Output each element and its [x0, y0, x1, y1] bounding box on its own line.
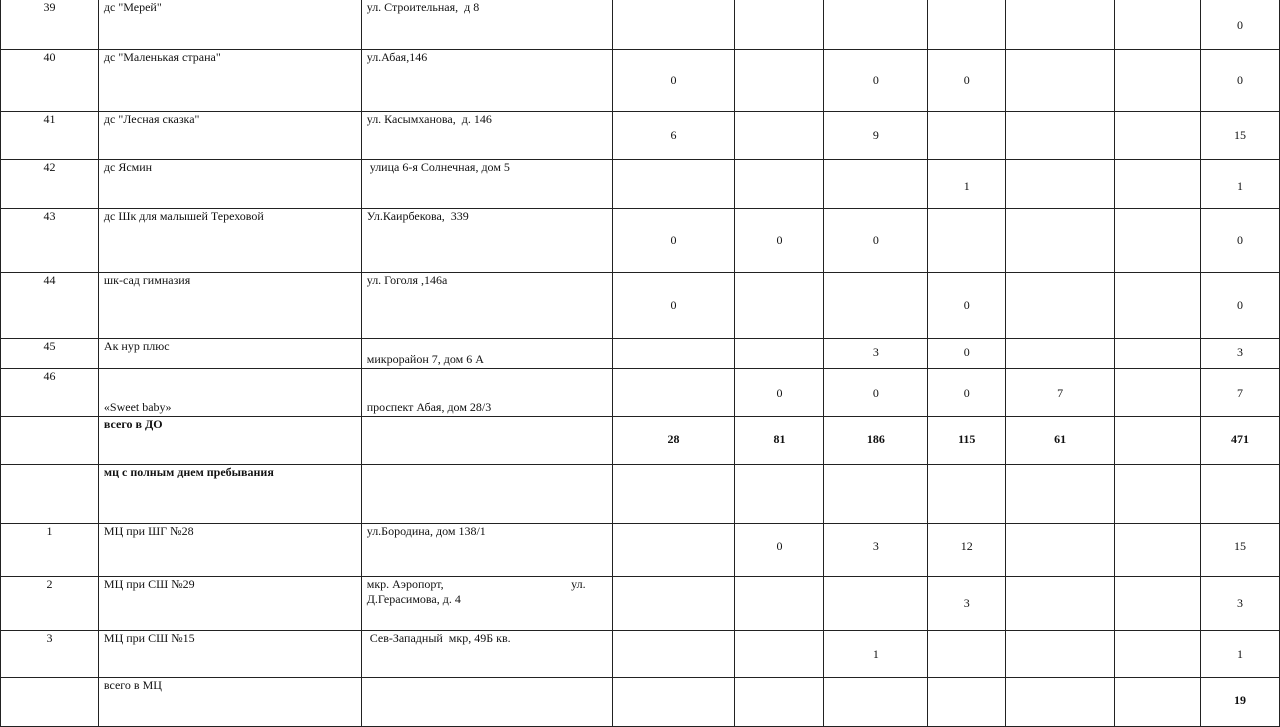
row-number-cell: [1, 50, 99, 112]
value-cell: [612, 160, 735, 209]
table-row: [1, 524, 1280, 577]
value-cell: [928, 631, 1006, 678]
value-cell: [735, 577, 824, 631]
value-cell: [824, 678, 928, 727]
institution-name: дс Ясмин: [103, 160, 153, 174]
institution-name: мц с полным днем пребывания: [103, 465, 274, 479]
table-row: [1, 369, 1280, 417]
value-cell: [1115, 577, 1201, 631]
total-cell: [1201, 369, 1280, 417]
count-value: 0: [776, 233, 783, 247]
institution-name-cell: [98, 50, 361, 112]
count-value: 7: [1057, 386, 1064, 400]
table-row: [1, 160, 1280, 209]
value-cell: [928, 209, 1006, 273]
count-value: 61: [1054, 432, 1067, 446]
address-text: ул. Гоголя ,146а: [366, 273, 448, 287]
address-cell: [361, 50, 612, 112]
total-cell: [1201, 577, 1280, 631]
row-number: 40: [43, 50, 56, 64]
value-cell: [824, 273, 928, 339]
value-cell: [1115, 339, 1201, 369]
total-cell: [1201, 209, 1280, 273]
total-value: 3: [1237, 596, 1243, 610]
address-text: микрорайон 7, дом 6 А: [366, 352, 484, 366]
value-cell: [928, 678, 1006, 727]
total-value: 3: [1237, 345, 1243, 359]
total-value: 0: [1237, 298, 1243, 312]
address-text: проспект Абая, дом 28/3: [366, 400, 492, 414]
count-value: 0: [670, 233, 677, 247]
institution-name: всего в ДО: [103, 417, 163, 431]
value-cell: [1006, 339, 1115, 369]
value-cell: [824, 524, 928, 577]
value-cell: [1115, 678, 1201, 727]
address-cell: [361, 112, 612, 160]
address-cell: [361, 678, 612, 727]
value-cell: [1115, 209, 1201, 273]
row-number-cell: [1, 524, 99, 577]
institution-name: «Sweet baby»: [103, 400, 172, 414]
count-value: 0: [872, 73, 879, 87]
count-value: 3: [872, 539, 879, 553]
count-value: 3: [872, 345, 879, 359]
value-cell: [824, 417, 928, 465]
value-cell: [735, 50, 824, 112]
table-row: [1, 339, 1280, 369]
row-number: 39: [43, 0, 56, 14]
address-cell: [361, 160, 612, 209]
count-value: 28: [667, 432, 680, 446]
total-value: 0: [1237, 18, 1243, 32]
value-cell: [824, 631, 928, 678]
institution-name: МЦ при СШ №15: [103, 631, 195, 645]
count-value: 9: [872, 128, 879, 142]
table-row: [1, 112, 1280, 160]
value-cell: [928, 577, 1006, 631]
row-number-cell: [1, 273, 99, 339]
address-cell: [361, 417, 612, 465]
address-cell: [361, 339, 612, 369]
value-cell: [824, 577, 928, 631]
value-cell: [612, 209, 735, 273]
count-value: 186: [866, 432, 885, 446]
row-number-cell: [1, 0, 99, 50]
value-cell: [1006, 524, 1115, 577]
value-cell: [1115, 417, 1201, 465]
row-number-cell: [1, 678, 99, 727]
value-cell: [928, 524, 1006, 577]
institution-name-cell: [98, 160, 361, 209]
value-cell: [612, 577, 735, 631]
address-cell: [361, 465, 612, 524]
count-value: 6: [670, 128, 677, 142]
value-cell: [928, 50, 1006, 112]
row-number: 3: [46, 631, 53, 645]
total-value: 15: [1234, 539, 1246, 553]
total-cell: [1201, 0, 1280, 50]
address-part: ул.: [571, 577, 586, 591]
row-number-cell: [1, 112, 99, 160]
count-value: 0: [963, 298, 970, 312]
value-cell: [612, 631, 735, 678]
value-cell: [612, 112, 735, 160]
value-cell: [612, 369, 735, 417]
institution-name: дс Шк для малышей Тереховой: [103, 209, 264, 223]
institution-name-cell: [98, 209, 361, 273]
value-cell: [1006, 577, 1115, 631]
total-cell: [1201, 273, 1280, 339]
address-text: ул.Абая,146: [366, 50, 428, 64]
address-text: ул. Строительная, д 8: [366, 0, 480, 14]
value-cell: [928, 160, 1006, 209]
value-cell: [735, 417, 824, 465]
total-cell: [1201, 678, 1280, 727]
table-row: [1, 50, 1280, 112]
row-number-cell: [1, 209, 99, 273]
row-number-cell: [1, 577, 99, 631]
value-cell: [612, 273, 735, 339]
value-cell: [1006, 369, 1115, 417]
row-number-cell: [1, 465, 99, 524]
value-cell: [928, 369, 1006, 417]
row-number-cell: [1, 417, 99, 465]
table-row: [1, 0, 1280, 50]
institution-name-cell: [98, 273, 361, 339]
count-value: 0: [963, 73, 970, 87]
value-cell: [1115, 112, 1201, 160]
table-row: [1, 417, 1280, 465]
value-cell: [1115, 273, 1201, 339]
row-number-cell: [1, 631, 99, 678]
total-cell: [1201, 417, 1280, 465]
institution-name: шк-сад гимназия: [103, 273, 191, 287]
total-value: 1: [1237, 179, 1243, 193]
count-value: 0: [776, 386, 783, 400]
address-cell: [361, 273, 612, 339]
institution-name-cell: [98, 0, 361, 50]
value-cell: [1115, 50, 1201, 112]
institution-name: дс "Маленькая страна": [103, 50, 221, 64]
value-cell: [612, 417, 735, 465]
value-cell: [612, 339, 735, 369]
count-value: 81: [773, 432, 786, 446]
value-cell: [928, 112, 1006, 160]
institution-name-cell: [98, 524, 361, 577]
row-number-cell: [1, 339, 99, 369]
value-cell: [928, 273, 1006, 339]
value-cell: [928, 0, 1006, 50]
value-cell: [824, 209, 928, 273]
institution-name-cell: [98, 369, 361, 417]
value-cell: [612, 678, 735, 727]
value-cell: [735, 273, 824, 339]
address-part: мкр. Аэропорт,: [366, 577, 444, 591]
value-cell: [612, 50, 735, 112]
total-cell: [1201, 524, 1280, 577]
row-number: 45: [43, 339, 56, 353]
value-cell: [1115, 524, 1201, 577]
value-cell: [735, 160, 824, 209]
value-cell: [928, 417, 1006, 465]
value-cell: [1006, 0, 1115, 50]
value-cell: [735, 369, 824, 417]
table-row: [1, 631, 1280, 678]
total-value: 0: [1237, 73, 1243, 87]
count-value: 0: [963, 345, 970, 359]
institution-name: всего в МЦ: [103, 678, 162, 692]
value-cell: [824, 339, 928, 369]
row-number-cell: [1, 369, 99, 417]
institution-name: дс "Мерей": [103, 0, 162, 14]
institution-name: дс "Лесная сказка": [103, 112, 200, 126]
total-value: 19: [1234, 693, 1246, 707]
value-cell: [1006, 273, 1115, 339]
total-value: 0: [1237, 233, 1243, 247]
value-cell: [928, 339, 1006, 369]
value-cell: [1006, 678, 1115, 727]
count-value: 0: [872, 386, 879, 400]
count-value: 0: [776, 539, 783, 553]
value-cell: [824, 465, 928, 524]
value-cell: [1115, 160, 1201, 209]
value-cell: [735, 0, 824, 50]
value-cell: [824, 50, 928, 112]
row-number: 44: [43, 273, 56, 287]
address-text: ул. Касымханова, д. 146: [366, 112, 492, 126]
row-number: 1: [46, 524, 53, 538]
institution-name: МЦ при СШ №29: [103, 577, 195, 591]
address-cell: [361, 524, 612, 577]
row-number: 2: [46, 577, 53, 591]
value-cell: [612, 0, 735, 50]
value-cell: [1006, 209, 1115, 273]
value-cell: [1006, 417, 1115, 465]
value-cell: [1115, 631, 1201, 678]
total-cell: [1201, 631, 1280, 678]
value-cell: [824, 160, 928, 209]
address-cell: [361, 631, 612, 678]
row-number: 46: [43, 369, 56, 383]
count-value: 12: [960, 539, 973, 553]
value-cell: [1006, 112, 1115, 160]
count-value: 1: [872, 647, 879, 661]
total-value: 471: [1231, 432, 1249, 446]
total-cell: [1201, 465, 1280, 524]
count-value: 115: [958, 432, 976, 446]
address-cell: [361, 369, 612, 417]
value-cell: [735, 465, 824, 524]
value-cell: [1115, 369, 1201, 417]
value-cell: [1115, 465, 1201, 524]
value-cell: [928, 465, 1006, 524]
institution-name-cell: [98, 112, 361, 160]
table-row: [1, 465, 1280, 524]
address-text: ул.Бородина, дом 138/1: [366, 524, 486, 538]
address-text: Ул.Каирбекова, 339: [366, 209, 469, 223]
address-text: Сев-Западный мкр, 49Б кв.: [366, 631, 511, 645]
value-cell: [1006, 631, 1115, 678]
table-row: [1, 209, 1280, 273]
address-cell: [361, 0, 612, 50]
institution-name: МЦ при ШГ №28: [103, 524, 194, 538]
value-cell: [612, 524, 735, 577]
total-value: 15: [1234, 128, 1246, 142]
value-cell: [735, 678, 824, 727]
total-cell: [1201, 50, 1280, 112]
value-cell: [735, 631, 824, 678]
value-cell: [1006, 50, 1115, 112]
institution-name-cell: [98, 417, 361, 465]
address-part: Д.Герасимова, д. 4: [366, 592, 461, 606]
address-cell: [361, 209, 612, 273]
total-value: 1: [1237, 647, 1243, 661]
institution-name: Ак нур плюс: [103, 339, 170, 353]
total-cell: [1201, 112, 1280, 160]
count-value: 1: [963, 179, 970, 193]
row-number: 43: [43, 209, 56, 223]
table-row: [1, 577, 1280, 631]
row-number: 42: [43, 160, 56, 174]
count-value: 0: [670, 298, 677, 312]
institution-name-cell: [98, 577, 361, 631]
address-cell: [361, 577, 612, 631]
value-cell: [735, 339, 824, 369]
value-cell: [1006, 465, 1115, 524]
value-cell: [824, 369, 928, 417]
value-cell: [824, 0, 928, 50]
total-value: 7: [1237, 386, 1243, 400]
table-row: [1, 678, 1280, 727]
address-text: улица 6-я Солнечная, дом 5: [366, 160, 510, 174]
institution-name-cell: [98, 465, 361, 524]
count-value: 0: [963, 386, 970, 400]
table-row: [1, 273, 1280, 339]
value-cell: [735, 209, 824, 273]
total-cell: [1201, 339, 1280, 369]
count-value: 3: [963, 596, 970, 610]
row-number: 41: [43, 112, 56, 126]
institution-name-cell: [98, 678, 361, 727]
value-cell: [612, 465, 735, 524]
value-cell: [1115, 0, 1201, 50]
value-cell: [735, 112, 824, 160]
count-value: 0: [872, 233, 879, 247]
value-cell: [824, 112, 928, 160]
total-cell: [1201, 160, 1280, 209]
row-number-cell: [1, 160, 99, 209]
value-cell: [735, 524, 824, 577]
institution-name-cell: [98, 631, 361, 678]
value-cell: [1006, 160, 1115, 209]
institution-name-cell: [98, 339, 361, 369]
count-value: 0: [670, 73, 677, 87]
